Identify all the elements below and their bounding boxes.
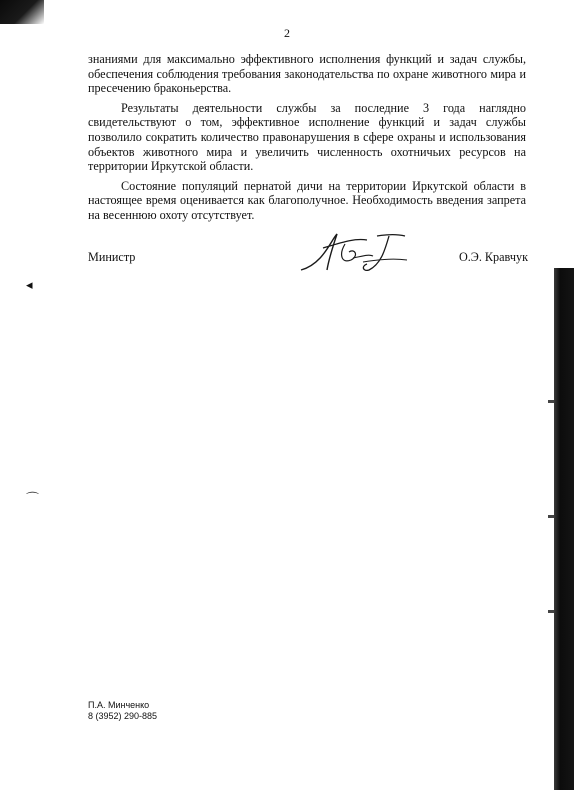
body-paragraph: Результаты деятельности службы за последние 3 года наглядно свидетельствуют о том, эффективное исполнение функций и задач службы позволило сократить количество правонарушения в сфере охраны и использования объектов животного мира и увеличить численность охотничьих ресурсов на территории Иркутской области. <box>88 100 526 174</box>
body-paragraph: знаниями для максимально эффективного исполнения функций и задач службы, обеспечения соблюдения требования законодательства по охране животного мира и пресечению браконьерства. <box>88 52 526 96</box>
executor-phone: 8 (3952) 290-885 <box>88 711 158 721</box>
signatory-name: О.Э. Кравчук <box>458 250 528 264</box>
signature-block <box>88 240 528 280</box>
scan-speck <box>548 515 554 518</box>
scan-speck <box>548 400 554 403</box>
executor-info <box>88 700 157 722</box>
punch-hole-mark-bottom: ⌒ <box>26 491 40 506</box>
body-paragraph: Состояние популяций пернатой дичи на территории Иркутской области в настоящее время оценивается как благополучное. Необходимость введения запрета на весеннюю охоту отсутствует. <box>88 178 526 222</box>
letter-body <box>88 52 526 228</box>
punch-hole-mark-top: ◂ <box>26 277 33 292</box>
page-number: 2 <box>284 26 290 40</box>
scan-speck <box>548 610 554 613</box>
executor-name: П.А. Минченко <box>88 700 150 710</box>
handwritten-signature <box>293 230 413 276</box>
signatory-role: Министр <box>88 250 136 264</box>
scan-shadow-right-edge <box>554 268 574 790</box>
scan-shadow-top-left <box>0 0 44 24</box>
